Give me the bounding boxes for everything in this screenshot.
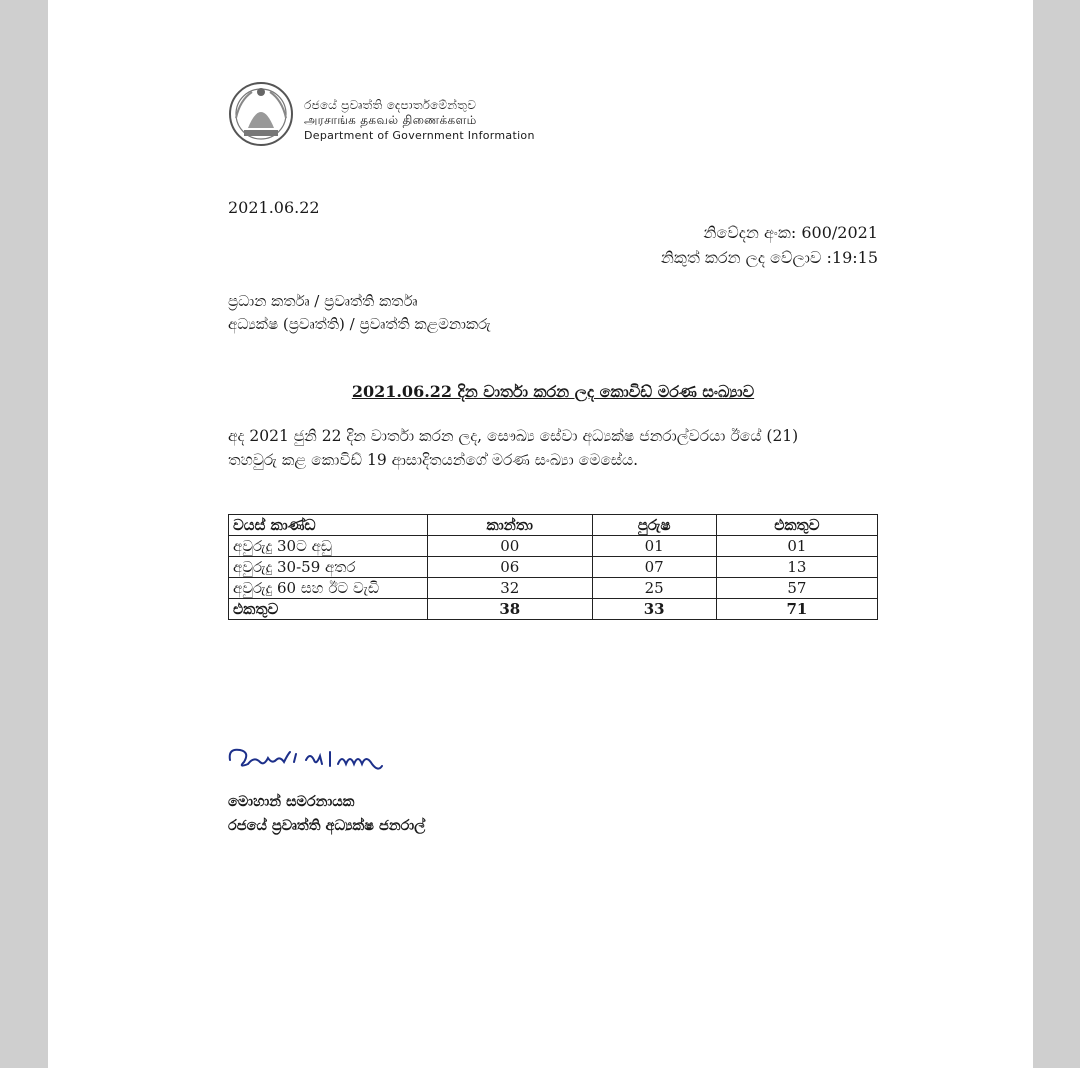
table-row [229,578,878,599]
table-cell: 32 [428,578,593,599]
table-cell: අවුරුදු 30ට අඩු [229,536,428,557]
paragraph-line: අද 2021 ජුනි 22 දින වාර්තා කරන ලද, සෞඛ්‍ය සේවා අධ්‍යක්ෂ ජනරාල්වරයා ඊයේ (21) [228,427,799,445]
table-header-row [229,515,878,536]
column-header: එකතුව [716,515,877,536]
document-page [48,0,1033,1068]
column-header: පුරුෂ [592,515,716,536]
recipients-block [228,290,491,336]
document-date: 2021.06.22 [228,198,320,217]
document-title: 2021.06.22 දින වාර්තා කරන ලද කොවිඩ් මරණ සංඛ්‍යාව [351,382,755,401]
table-row [229,536,878,557]
signatory-designation: රජයේ ප්‍රවෘත්ති අධ්‍යක්ෂ ජනරාල් [228,818,426,834]
signatory-name: මොහාන් සමරනායක [228,794,355,810]
recipient-line: අධ්‍යක්ෂ (ප්‍රවෘත්ති) / ප්‍රවෘත්ති කළමනාකරු [228,315,491,333]
table-cell: එකතුව [229,599,428,620]
table-row [229,557,878,578]
letterhead [226,78,626,148]
handwritten-signature [226,742,426,782]
department-name-sinhala: රජයේ ප්‍රවෘත්ති දෙපාර්තමේන්තුව [304,98,477,112]
table-cell: 38 [428,599,593,620]
release-number: නිවේදන අංක: 600/2021 [703,223,878,242]
release-reference [661,220,878,270]
table-cell: අවුරුදු 60 සහ ඊට වැඩි [229,578,428,599]
column-header: වයස් කාණ්ඩ [229,515,428,536]
department-name-tamil: அரசாங்க தகவல் திணைக்களம் [304,113,477,127]
paragraph-line: තහවුරු කළ කොවිඩ් 19 ආසාදිතයන්ගේ මරණ සංඛ්‍යා මෙසේය. [228,451,639,469]
body-paragraph [228,424,888,472]
table-total-row [229,599,878,620]
death-statistics-table [228,514,878,620]
table-cell: 33 [592,599,716,620]
column-header: කාන්තා [428,515,593,536]
table-cell: අවුරුදු 30-59 අතර [229,557,428,578]
table-cell: 57 [716,578,877,599]
table-cell: 13 [716,557,877,578]
national-emblem-icon [226,78,296,148]
department-name-english: Department of Government Information [304,129,535,142]
table-cell: 07 [592,557,716,578]
signatory-block [228,790,425,838]
recipient-line: ප්‍රධාන කර්තෘ / ප්‍රවෘත්ති කර්තෘ [228,292,418,310]
table-cell: 01 [592,536,716,557]
table-cell: 71 [716,599,877,620]
release-time: නිකුත් කරන ලද වේලාව :19:15 [660,248,878,267]
table-cell: 06 [428,557,593,578]
table-cell: 25 [592,578,716,599]
table-cell: 01 [716,536,877,557]
table-cell: 00 [428,536,593,557]
